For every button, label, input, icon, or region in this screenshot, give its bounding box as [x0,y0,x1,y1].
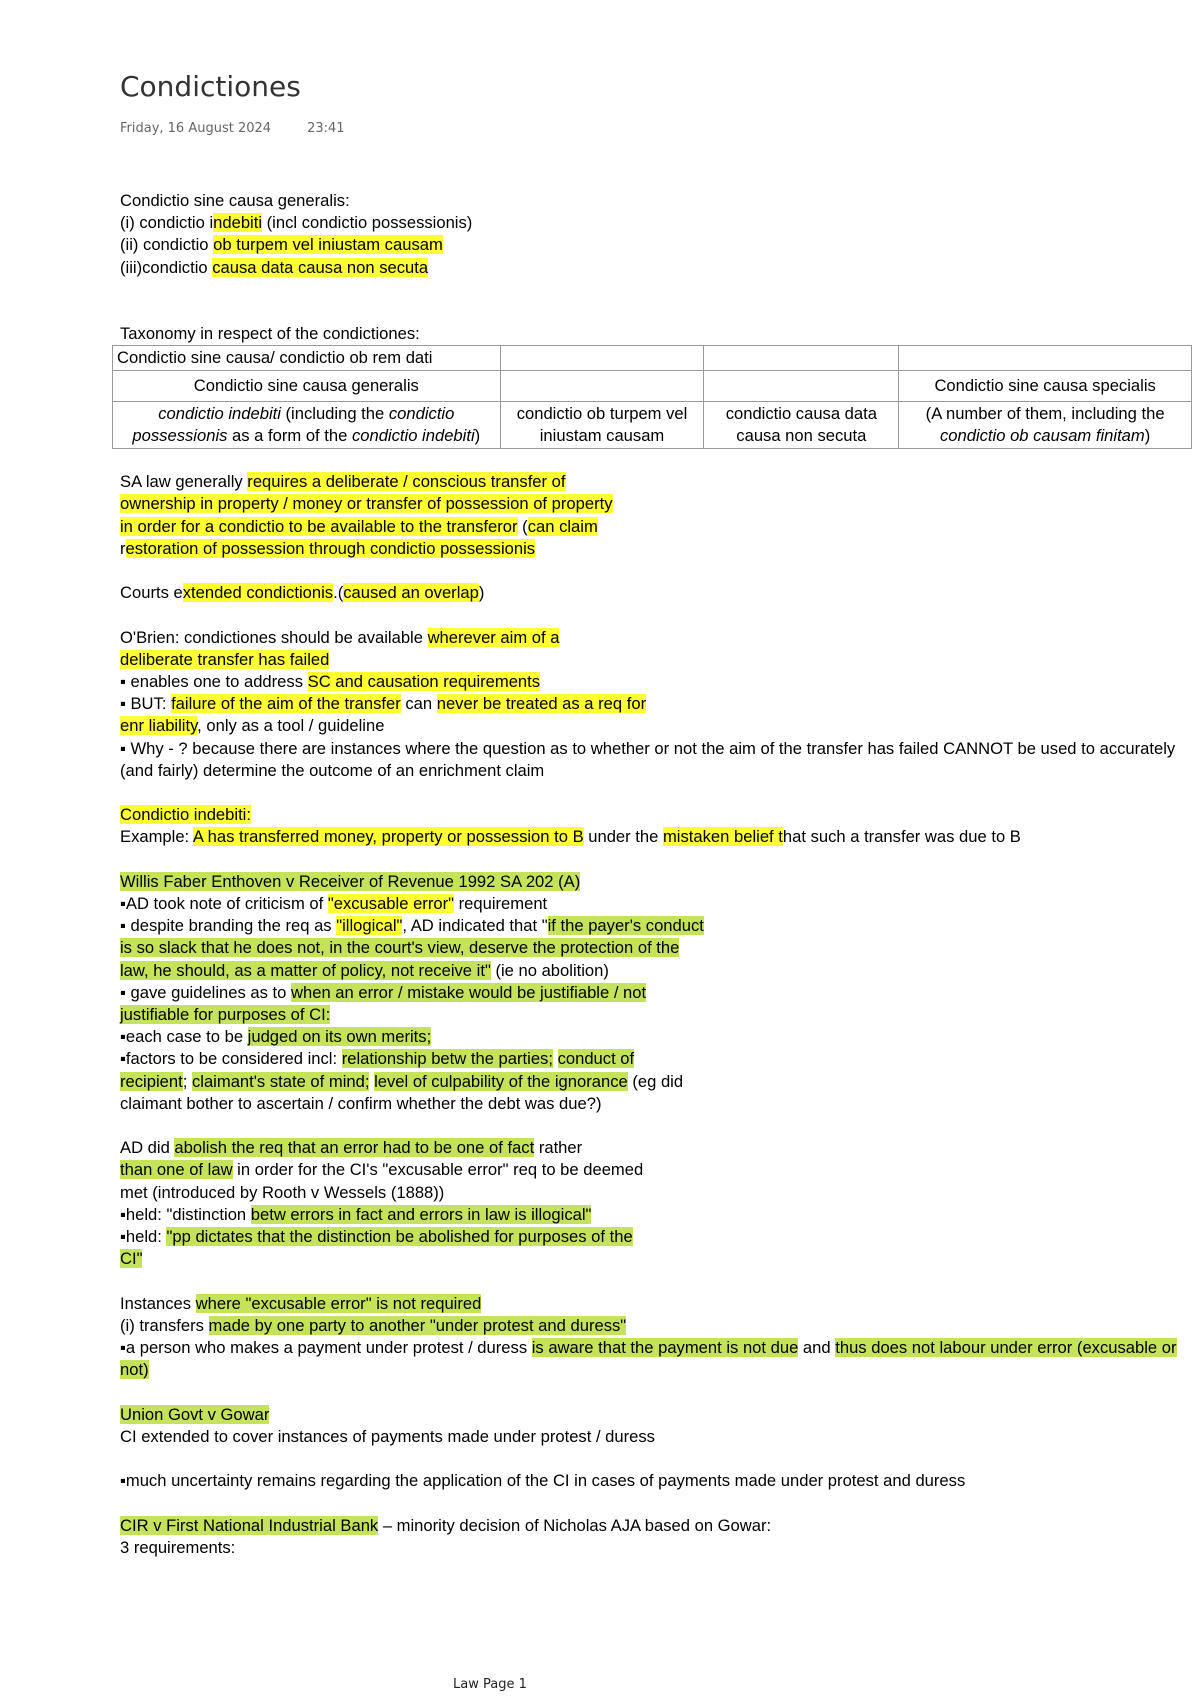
date-text: Friday, 16 August 2024 [120,121,272,136]
text: Example: [120,827,193,847]
section-heading [120,804,1200,826]
highlight: ownership in property / money or transfer of possession of property [120,494,613,514]
highlight: than one of law [120,1160,233,1180]
text: ▪ despite branding the req as [120,916,337,936]
table-cell [899,402,1192,449]
highlight: abolish the req that an error had to be one of fact [174,1138,535,1158]
paragraph: met (introduced by Rooth v Wessels (1888)) [120,1182,445,1202]
table-cell [704,346,899,371]
paragraph: CI extended to cover instances of payments made under protest / duress [120,1426,655,1446]
paragraph [120,649,1200,671]
page-title: Condictiones [120,70,301,103]
highlight: mistaken belief t [662,827,783,847]
taxonomy-table [112,345,1192,449]
text: can [400,694,437,714]
text: , AD indicated that " [402,916,548,936]
highlight: Condictio indebiti: [120,805,251,825]
highlight: "excusable error" [327,894,454,913]
bullet [120,915,1200,937]
text: (iii)condictio [120,257,213,277]
note-body [117,190,1200,1559]
bullet [120,1204,1200,1226]
paragraph [120,471,1200,493]
paragraph [120,538,1200,560]
bullet [120,937,1200,959]
table-row [113,346,1192,371]
text: ▪held: "distinction [120,1204,251,1224]
text: , only as a tool / guideline [197,716,385,736]
highlight: if the payer's conduct [547,916,704,936]
text: ) [478,583,485,603]
text: ▪factors to be considered incl: [120,1049,342,1069]
highlight: betw errors in fact and errors in law is illogical" [250,1204,592,1224]
highlight: claimant's state of mind; [191,1071,370,1091]
text: ▪held: [120,1227,167,1247]
highlight: ob turpem vel iniustam causam [213,235,443,255]
highlight: "illogical" [336,916,403,936]
text: Instances [120,1293,196,1313]
text: hat such a transfer was due to B [782,827,1021,847]
page-footer: Law Page 1 [453,1677,527,1692]
highlight: relationship betw the parties; [341,1049,553,1069]
highlight: CIR v First National Industrial Bank [120,1515,379,1535]
bullet [120,1026,1200,1048]
highlight: conduct of [557,1049,635,1069]
text: AD did [120,1138,175,1158]
highlight: ndebiti [213,213,263,233]
bullet: ▪ Why - ? because there are instances where the question as to whether or not the aim of the transfer has failed CANNOT be used to accurately (and fairly) determine the outcome of an enrichment claim [120,738,1176,780]
bullet [120,1337,1200,1381]
highlight: judged on its own merits; [247,1027,432,1047]
case-heading [120,871,1200,893]
bullet [120,982,1200,1004]
highlight: never be treated as a req for [436,694,647,714]
highlight: causa data causa non secuta [212,257,429,277]
text: condictio indebiti [158,404,281,424]
text: ▪each case to be [120,1027,248,1047]
taxonomy-heading: Taxonomy in respect of the condictiones: [120,323,420,343]
table-cell [500,346,704,371]
highlight: requires a deliberate / conscious transfer of [247,472,566,492]
bullet [120,960,1200,982]
bullet [120,1048,1200,1070]
text: (ie no abolition) [490,960,609,980]
text: (ii) condictio [120,235,214,255]
text: .( [333,583,344,603]
intro-line [120,234,1200,256]
highlight: in order for a condictio to be available to the transferor [120,516,518,536]
text: in order for the CI's "excusable error" req to be deemed [232,1160,644,1180]
text: ▪AD took note of criticism of [120,894,328,913]
highlight: CI" [120,1249,143,1269]
page-date [120,121,381,136]
highlight: enr liability [120,716,198,736]
table-row [113,402,1192,449]
highlight: justifiable for purposes of CI: [120,1005,331,1025]
highlight: A has transferred money, property or possession to B [192,827,584,847]
bullet: ▪much uncertainty remains regarding the application of the CI in cases of payments made under protest and duress [120,1471,966,1491]
table-cell [704,371,899,402]
bullet [120,693,1200,715]
highlight: is aware that the payment is not due [531,1338,799,1358]
text: ( [517,516,528,536]
highlight: Union Govt v Gowar [120,1404,270,1424]
table-cell: condictio ob turpem vel iniustam causam [500,402,704,449]
paragraph [120,493,1200,515]
paragraph [120,582,1200,604]
bullet [120,715,1200,737]
text: condictio indebiti [351,426,475,446]
bullet [120,1248,1200,1270]
highlight: thus does not labour under error (excusable or not) [120,1338,1177,1380]
highlight: wherever aim of a [427,627,560,647]
text: ▪ BUT: [120,694,172,714]
highlight: estoration of possession through condictio possessionis [125,538,536,558]
paragraph [120,627,1200,649]
table-cell: Condictio sine causa/ condictio ob rem dati [113,346,501,371]
bullet [120,1004,1200,1026]
table-cell [899,346,1192,371]
text: under the [583,827,663,847]
text: condictio ob causam finitam [939,426,1145,446]
text: requirement [454,894,548,913]
table-cell: Condictio sine causa generalis [113,371,501,402]
text: Courts e [120,583,183,603]
text: rather [534,1138,583,1158]
bullet [120,1071,1200,1093]
highlight: SC and causation requirements [307,672,541,691]
text: O'Brien: condictiones should be available [120,627,428,647]
bullet [120,893,1200,915]
text: SA law generally [120,472,248,492]
paragraph [120,1293,1200,1315]
highlight: when an error / mistake would be justifiable / not [291,982,647,1002]
bullet [120,671,1200,693]
paragraph: 3 requirements: [120,1537,236,1557]
text: – minority decision of Nicholas AJA based on Gowar: [378,1515,772,1535]
paragraph [120,1137,1200,1159]
highlight: "pp dictates that the distinction be abolished for purposes of the [166,1227,633,1247]
highlight: failure of the aim of the transfer [171,694,401,714]
highlight: made by one party to another "under protest and duress" [208,1315,627,1335]
text: ) [1144,426,1151,446]
highlight: caused an overlap [343,583,479,603]
paragraph [120,1159,1200,1181]
intro-line [120,212,1200,234]
text: and [798,1338,836,1358]
text: (including the [280,404,389,424]
table-cell: condictio causa data causa non secuta [704,402,899,449]
text: (eg did [627,1071,684,1091]
text: as a form of the [227,426,352,446]
paragraph [120,826,1200,848]
text: condictio possessionis [132,404,455,446]
table-cell: Condictio sine causa specialis [899,371,1192,402]
highlight: recipient [120,1071,183,1091]
paragraph [120,1515,1200,1537]
text: ▪ gave guidelines as to [120,982,292,1002]
intro-line: Condictio sine causa generalis: [120,191,350,210]
paragraph [120,516,1200,538]
table-cell [500,371,704,402]
paragraph [120,1315,1200,1337]
intro-line [120,257,1200,279]
text: ▪ enables one to address [120,672,308,691]
bullet [120,1226,1200,1248]
text [553,1049,558,1068]
highlight: law, he should, as a matter of policy, not receive it" [120,960,491,980]
highlight: deliberate transfer has failed [120,649,330,669]
table-row [113,371,1192,402]
text: ) [474,426,481,446]
text: (i) condictio i [120,213,214,233]
highlight: xtended condictionis [182,583,334,603]
highlight: can claim [527,516,598,536]
highlight: is so slack that he does not, in the court's view, deserve the protection of the [120,938,680,958]
highlight: Willis Faber Enthoven v Receiver of Revenue 1992 SA 202 (A) [120,871,581,891]
time-text: 23:41 [307,121,345,136]
bullet: claimant bother to ascertain / confirm whether the debt was due?) [120,1093,602,1113]
text: ▪a person who makes a payment under protest / duress [120,1338,532,1358]
highlight: level of culpability of the ignorance [374,1071,628,1091]
text: (i) transfers [120,1315,209,1335]
text: ; [182,1071,192,1091]
case-heading [120,1404,1200,1426]
highlight: where "excusable error" is not required [195,1293,482,1313]
table-cell [113,402,501,449]
text: (incl condictio possessionis) [262,213,473,233]
text: r [120,538,126,558]
text: (A number of them, including the [925,404,1165,424]
